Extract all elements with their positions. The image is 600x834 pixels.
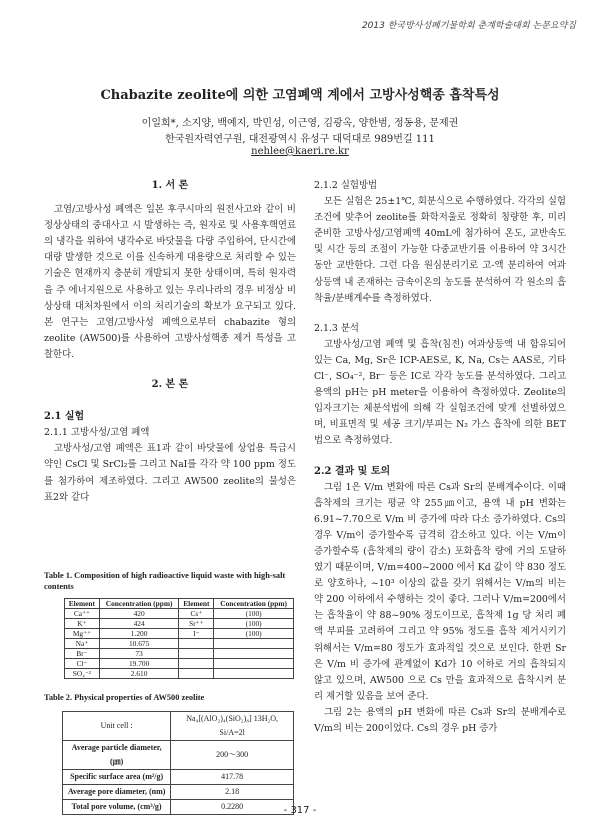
subsection-method-heading: 2.1.2 실험방법	[314, 180, 378, 191]
table-cell: Cl⁻	[65, 659, 100, 669]
running-header: 2013 한국방사성폐기물학회 춘계학술대회 논문요약집	[361, 21, 576, 31]
email-link[interactable]: nehlee@kaeri.re.kr	[251, 146, 349, 157]
subsection-waste-heading: 2.1.1 고방사성/고염 폐액	[44, 427, 150, 439]
table-row	[65, 609, 294, 619]
table-row	[65, 669, 294, 679]
table-cell: Specific surface area (m²/g)	[63, 770, 171, 785]
table-cell: Br⁻	[65, 649, 100, 659]
table-cell: Average pore diameter, (nm)	[63, 785, 171, 800]
right-column	[314, 178, 566, 737]
table2	[62, 711, 294, 815]
table-cell: Unit cell :	[63, 712, 171, 741]
table-cell: (100)	[214, 609, 294, 619]
table2-caption: Table 2. Physical properties of AW500 zeolite	[44, 693, 205, 702]
subsection-experiment-heading: 2.1 실험	[44, 411, 85, 423]
method-paragraph: 모든 실험은 25±1℃, 회분식으로 수행하였다. 각각의 실험조건에 맞추어 zeolite를 화학저울로 정확히 칭량한 후, 미리 준비한 고방사성/고염폐액 40mL에 첨가하여 온도, 교반속도 및 시간 등의 조절이 가능한 다중교반기를 이용하여 약 3시간 동안 교반한다. 그런 다음 원심분리기로 고-액 분리하여 여과 상등액 내 존재하는 금속이온의 농도를 분석하여 각 원소의 흡착율/분배계수를 측정하였다.	[314, 196, 566, 304]
table-cell	[214, 639, 294, 649]
table-cell: Sr⁺⁺	[179, 619, 214, 629]
table-row	[65, 659, 294, 669]
table-cell: K⁺	[65, 619, 100, 629]
table1-header: Element	[179, 599, 214, 609]
table-row	[63, 785, 294, 800]
author-list: 이일희*, 소지양, 백예지, 박민성, 이근영, 김광옥, 양한범, 정동용, 문제권	[141, 118, 459, 129]
table-cell: Na₄[(AlO₂)₄(SiO₂)₈] 13H₂O, Si/A=2l	[171, 712, 294, 741]
table-cell: 200～300	[171, 741, 294, 770]
table-cell: Average particle diameter, (㎛)	[63, 741, 171, 770]
page-number: - 317 -	[283, 805, 317, 816]
table1-header: Concentration (ppm)	[214, 599, 294, 609]
results-paragraph-2: 그림 2는 용액의 pH 변화에 따른 Cs과 Sr의 분배계수로 V/m의 비는 200이었다. Cs의 경우 pH 증가	[314, 706, 566, 734]
table-cell: Total pore volume, (cm³/g)	[63, 800, 171, 815]
table-cell: (100)	[214, 629, 294, 639]
table-cell	[214, 669, 294, 679]
table1-header: Element	[65, 599, 100, 609]
table-row	[65, 629, 294, 639]
table-cell: 417.78	[171, 770, 294, 785]
table-row	[65, 619, 294, 629]
table-cell: Na⁺	[65, 639, 100, 649]
table-cell: 2.610	[99, 669, 179, 679]
affiliation: 한국원자력연구원, 대전광역시 유성구 대덕대로 989번길 111	[165, 134, 435, 145]
table-cell: 73	[99, 649, 179, 659]
table-cell	[179, 659, 214, 669]
left-column	[44, 178, 296, 506]
table-cell	[214, 649, 294, 659]
section-body-heading: 2. 본 론	[151, 379, 189, 391]
table-cell: 10.675	[99, 639, 179, 649]
table-row	[63, 741, 294, 770]
table-cell	[179, 639, 214, 649]
table1-header: Concentration (ppm)	[99, 599, 179, 609]
table1	[64, 598, 294, 679]
table-cell: 1.200	[99, 629, 179, 639]
table-cell: 2.18	[171, 785, 294, 800]
table-row	[65, 649, 294, 659]
table-cell: Cs⁺	[179, 609, 214, 619]
intro-paragraph: 고염/고방사성 폐액은 일본 후쿠시마의 원전사고와 같이 비정상상태의 중대사고 시 발생하는 즉, 원자로 및 사용후핵연료의 냉각을 위하여 냉각수로 바닷물을 다량 주입하여, 단시간에 대량 발생한 것으로 이를 신속하게 대용량으로 처리할 수 있는 기술은 현재까지 충분히 개발되지 못한 상태이며, 특히 원자력을 주 에너지원으로 사용하고 있는 우리나라의 경우 비정상 비상상태 대처차원에서 이의 처리기술의 확보가 요구되고 있다. 본 연구는 고염/고방사성 폐액으로부터 chabazite 형의 zeolite (AW500)를 사용하여 고방사성핵종 제거 특성을 고찰한다.	[44, 204, 296, 360]
subsection-analysis-heading: 2.1.3 분석	[314, 322, 359, 334]
analysis-paragraph: 고방사성/고염 폐액 및 흡착(침전) 여과상등액 내 함유되어 있는 Ca, Mg, Sr은 ICP-AES로, K, Na, Cs는 AAS로, 기타 Cl⁻, SO₄⁻², Br⁻ 등은 IC로 각각 농도를 분석하였다. 그리고 용액의 pH는 pH meter을 이용하여 측정하였다. Zeolite의 입자크기는 체분석법에 의해 각 실험조건에 맞게 선별하였으며, 비표면적 및 세공 크기/부피는 N₂ 가스 흡착에 의한 BET법으로 측정하였다.	[314, 338, 566, 447]
table1-caption: Table 1. Composition of high radioactive liquid waste with high-salt contents	[44, 571, 286, 591]
table2-block	[44, 692, 296, 815]
table-cell: 19.700	[99, 659, 179, 669]
table-row	[63, 712, 294, 741]
table-cell: I⁻	[179, 629, 214, 639]
table-cell: SO₄⁻²	[65, 669, 100, 679]
table-cell	[214, 659, 294, 669]
table-cell	[179, 669, 214, 679]
table1-block	[44, 570, 296, 679]
results-paragraph-1: 그림 1은 V/m 변화에 따른 Cs과 Sr의 분배계수이다. 이때 흡착제의 크기는 평균 약 255㎛이고, 용액 내 pH 변화는 6.91~7.70으로 V/m 비 증가에 따라 다소 증가하였다. Cs의 경우 V/m이 증가할수록 급격히 감소하고 있다. 이는 V/m이 증가할수록 (흡착제의 량이 감소) 포화흡착 량에 거의 도달하였기 때문이며, V/m=400~2000 에서 Kd 값이 약 830 정도로 양호하나, ~10³ 이상의 값을 갖기 위해서는 V/m의 비는 약 200 이하에서 수행하는 것이 좋다. 그러나 V/m=200에서는 흡착율이 약 88~90% 정도이므로, 흡착제 1g 당 처리 폐액 부피를 고려하여 그리고 약 95% 정도를 흡착 제거시키기 위해서는 V/m=80 정도가 효과적일 것으로 보인다. 한편 Sr은 V/m 비 증가에 관계없이 Kd가 10 이하로 거의 흡착되지 않고 있으며, AW500 으로 Cs 만을 효과적으로 흡착시켜 분리 제거할 있음을 보여 준다.	[314, 481, 566, 702]
paper-title: Chabazite zeolite에 의한 고염폐액 계에서 고방사성핵종 흡착특성	[100, 88, 500, 103]
waste-paragraph: 고방사성/고염 폐액은 표1과 같이 바닷물에 상업용 특급시약인 CsCl 및 SrCl₂를 그리고 NaI를 각각 약 100 ppm 정도를 첨가하여 제조하였다. 그리고 AW500 zeolite의 물성은 표2와 같다	[44, 443, 296, 503]
table-row	[65, 639, 294, 649]
table-cell: 420	[99, 609, 179, 619]
subsection-results-heading: 2.2 결과 및 토의	[314, 465, 391, 477]
table-row	[63, 770, 294, 785]
table-cell: Ca⁺⁺	[65, 609, 100, 619]
table-cell	[179, 649, 214, 659]
table-cell: (100)	[214, 619, 294, 629]
table-cell: Mg⁺⁺	[65, 629, 100, 639]
section-intro-heading: 1. 서 론	[151, 180, 189, 191]
table-cell: 0.2280	[171, 800, 294, 815]
table-cell: 424	[99, 619, 179, 629]
